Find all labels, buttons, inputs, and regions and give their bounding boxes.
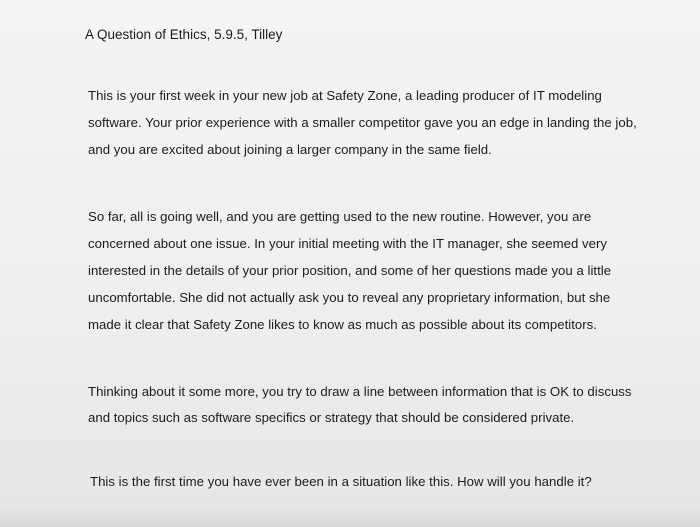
paragraph-line: uncomfortable. She did not actually ask you to reveal any proprietary information, but she [88, 290, 611, 305]
paragraph-line: This is the first time you have ever been in a situation like this. How will you handle it? [90, 474, 592, 489]
paragraph-line: This is your first week in your new job at Safety Zone, a leading producer of IT modeling [88, 88, 602, 103]
page-bottom-shadow [0, 509, 700, 527]
paragraph-line: and topics such as software specifics or strategy that should be considered private. [88, 410, 575, 425]
paragraph-line: made it clear that Safety Zone likes to know as much as possible about its competitors. [88, 317, 597, 332]
paragraph-line: concerned about one issue. In your initial meeting with the IT manager, she seemed very [88, 236, 608, 251]
paragraph-line: software. Your prior experience with a smaller competitor gave you an edge in landing the job, [88, 115, 637, 130]
paragraph-line: So far, all is going well, and you are getting used to the new routine. However, you are [88, 209, 592, 224]
paragraph-line: interested in the details of your prior position, and some of her questions made you a little [88, 263, 612, 278]
paragraph-line: and you are excited about joining a larger company in the same field. [88, 142, 492, 157]
paragraph-line: Thinking about it some more, you try to draw a line between information that is OK to discuss [88, 384, 632, 399]
document-title: A Question of Ethics, 5.9.5, Tilley [85, 27, 283, 42]
